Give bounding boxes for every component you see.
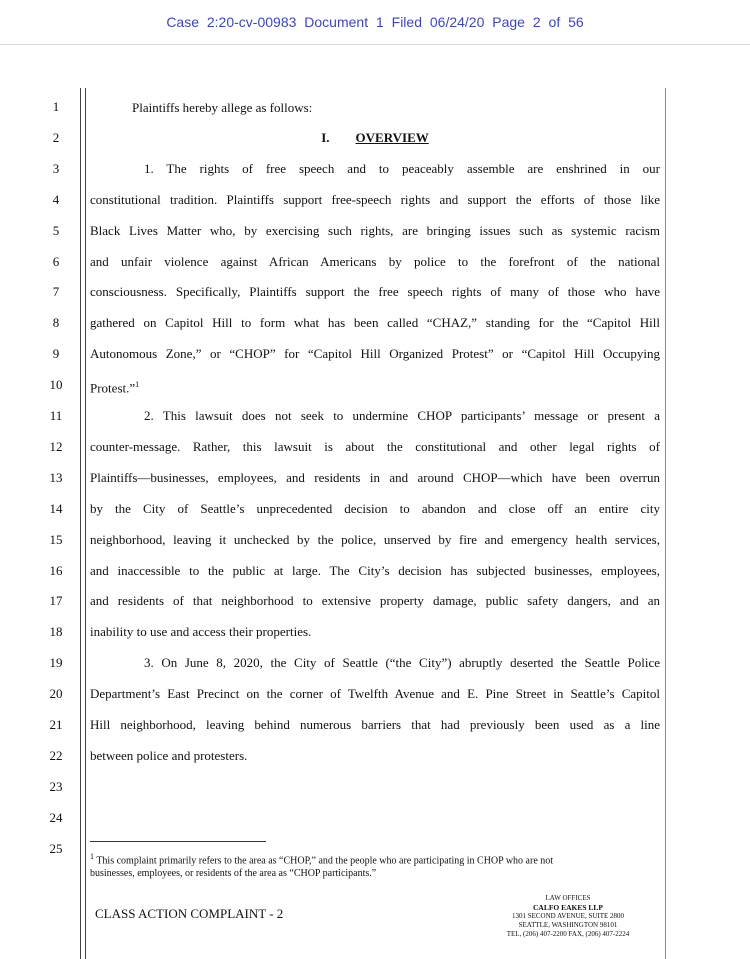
body-line: Protest.”$^1$ bbox=[90, 380, 140, 396]
footnote-line-2: businesses, employees, or residents of the area as “CHOP participants.” bbox=[90, 868, 377, 880]
line-number: 18 bbox=[49, 624, 63, 640]
intro-line: Plaintiffs hereby allege as follows: bbox=[132, 100, 313, 115]
footnote-mark: 1 bbox=[90, 852, 94, 861]
body-line: 2. This lawsuit does not seek to undermine CHOP participants’ message or present a bbox=[144, 408, 660, 423]
body-line: and inaccessible to the public at large. The City’s decision has subjected businesses, employees, bbox=[90, 562, 660, 578]
line-number: 5 bbox=[52, 222, 60, 238]
line-number: 21 bbox=[49, 717, 63, 732]
line-number: 10 bbox=[49, 377, 63, 393]
line-number: 4 bbox=[52, 191, 60, 207]
margin-rule-left-inner bbox=[85, 88, 86, 959]
body-line: between police and protesters. bbox=[90, 747, 248, 763]
body-line: by the City of Seattle’s unprecedented decision to abandon and close off an entire city bbox=[90, 500, 660, 516]
line-number: 6 bbox=[52, 253, 60, 269]
line-number: 22 bbox=[49, 747, 63, 763]
section-title: OVERVIEW bbox=[355, 130, 429, 145]
body-line: 3. On June 8, 2020, the City of Seattle (“the City”) abruptly deserted the Seattle Police bbox=[144, 655, 660, 671]
line-number: 8 bbox=[52, 315, 60, 331]
line-number: 15 bbox=[49, 531, 63, 547]
line-number: 24 bbox=[49, 809, 63, 825]
firm-phone: TEL, (206) 407-2200 FAX, (206) 407-2224 bbox=[506, 930, 630, 938]
line-number: 20 bbox=[49, 686, 63, 702]
body-line: inability to use and access their properties. bbox=[90, 624, 312, 640]
body-line: and residents of that neighborhood to extensive property damage, public safety dangers, and an bbox=[90, 593, 660, 609]
body-line: Black Lives Matter who, by exercising such rights, are bringing issues such as systemic racism bbox=[90, 222, 660, 238]
case-header: Case 2:20-cv-00983 Document 1 Filed 06/24/20 Page 2 of 56 bbox=[166, 14, 584, 30]
firm-block bbox=[468, 894, 668, 939]
footnote-line-1: $^1$ This complaint primarily refers to the area as “CHOP,” and the people who are participating in CHOP who are not bbox=[90, 852, 554, 867]
footnote-ref: 1 bbox=[135, 380, 140, 390]
body-line: Department’s East Precinct on the corner of Twelfth Avenue and E. Pine Street in Seattle’s Capitol bbox=[90, 686, 660, 702]
line-number: 2 bbox=[52, 129, 60, 145]
body-line: 1. The rights of free speech and to peaceably assemble are enshrined in our bbox=[144, 160, 660, 176]
header-divider bbox=[0, 44, 750, 45]
margin-rule-right bbox=[665, 88, 666, 959]
line-number: 16 bbox=[49, 562, 63, 578]
line-number: 11 bbox=[49, 408, 63, 423]
section-number: I. bbox=[321, 130, 330, 145]
firm-address-2: SEATTLE, WASHINGTON 98101 bbox=[518, 921, 618, 929]
line-number: 17 bbox=[49, 593, 63, 609]
footnote-rule bbox=[90, 841, 266, 842]
line-number: 25 bbox=[49, 840, 63, 856]
line-number: 7 bbox=[52, 284, 60, 300]
line-number: 9 bbox=[52, 346, 60, 362]
line-number: 19 bbox=[49, 655, 63, 671]
footnote bbox=[90, 850, 660, 880]
line-number: 12 bbox=[49, 438, 63, 454]
section-heading bbox=[90, 130, 660, 146]
body-line: Plaintiffs—businesses, employees, and residents in and around CHOP—which have been overrun bbox=[90, 469, 660, 485]
firm-name: CALFO EAKES LLP bbox=[532, 903, 603, 912]
body-line: Hill neighborhood, leaving behind numerous barriers that had previously been used as a line bbox=[90, 717, 660, 732]
line-number: 1 bbox=[52, 99, 60, 114]
line-number: 23 bbox=[49, 778, 63, 794]
margin-rule-left bbox=[80, 88, 81, 959]
line-number: 3 bbox=[52, 160, 60, 176]
body-line: consciousness. Specifically, Plaintiffs support the free speech rights of many of those who have bbox=[90, 284, 660, 300]
footer-title: CLASS ACTION COMPLAINT - 2 bbox=[95, 906, 284, 921]
body-line: Autonomous Zone,” or “CHOP” for “Capitol Hill Organized Protest” or “Capitol Hill Occupying bbox=[90, 346, 660, 362]
line-number: 13 bbox=[49, 469, 63, 485]
line-number: 14 bbox=[49, 500, 63, 516]
body-line: neighborhood, leaving it unchecked by the police, unserved by fire and emergency health services, bbox=[90, 531, 660, 547]
firm-label: LAW OFFICES bbox=[545, 894, 591, 902]
body-line: constitutional tradition. Plaintiffs support free-speech rights and support the efforts of those like bbox=[90, 191, 660, 207]
body-line: gathered on Capitol Hill to form what has been called “CHAZ,” standing for the “Capitol Hill bbox=[90, 315, 660, 331]
firm-address-1: 1301 SECOND AVENUE, SUITE 2800 bbox=[511, 912, 625, 920]
body-line: counter-message. Rather, this lawsuit is about the constitutional and other legal rights of bbox=[90, 438, 660, 454]
body-line: and unfair violence against African Americans by police to the forefront of the national bbox=[90, 253, 660, 269]
